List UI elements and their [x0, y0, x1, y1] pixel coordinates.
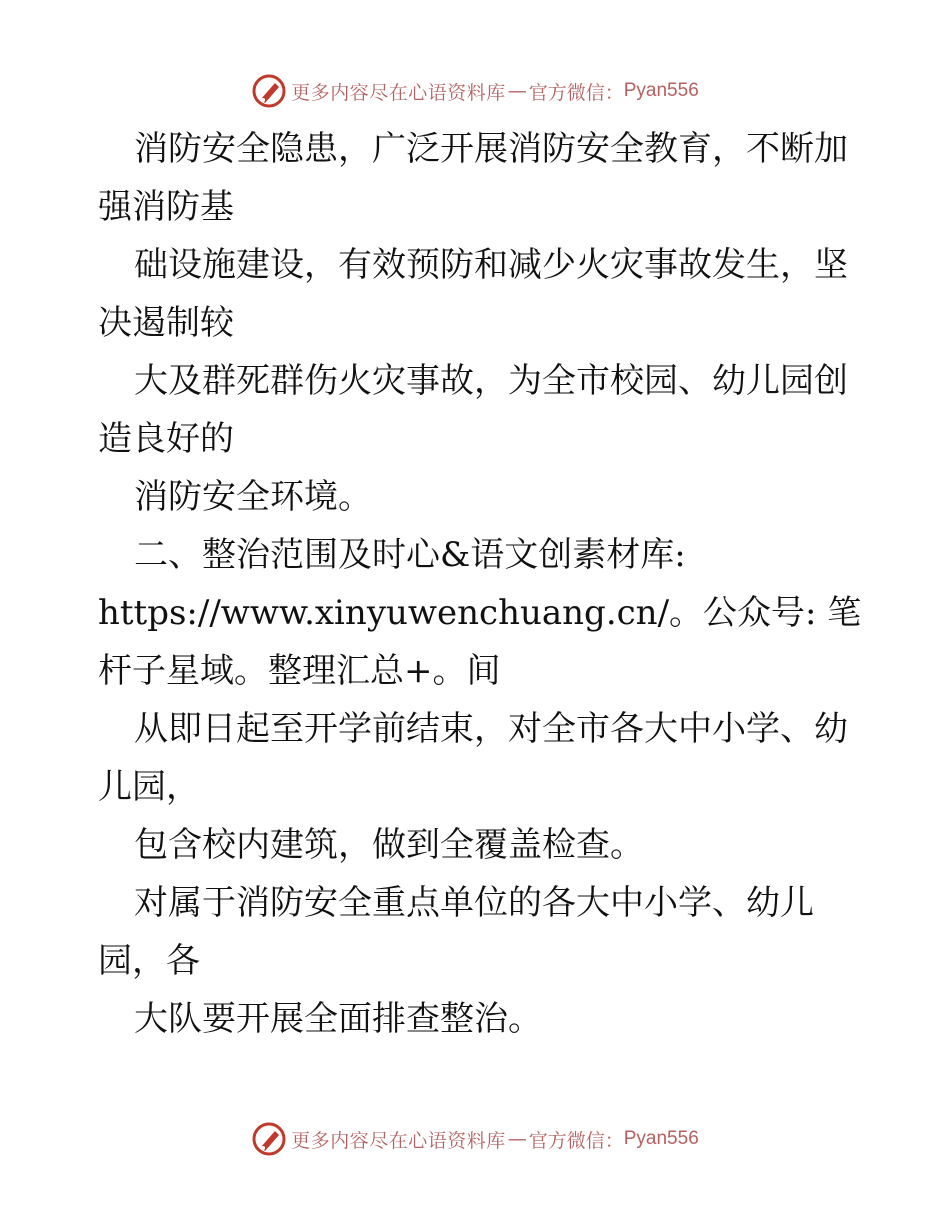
watermark-separator: —	[507, 1128, 527, 1150]
page-footer-watermark	[0, 1119, 950, 1159]
watermark-separator: —	[507, 80, 527, 102]
watermark-wechat-id: Pyan556	[623, 80, 699, 101]
paragraph: 对属于消防安全重点单位的各大中小学、幼儿园，各	[98, 883, 814, 981]
paragraph: 消防安全隐患，广泛开展消防安全教育，不断加强消防基	[98, 129, 848, 227]
watermark-wechat-id: Pyan556	[623, 1128, 699, 1149]
paragraph: 从即日起至开学前结束，对全市各大中小学、幼儿园，	[98, 709, 848, 807]
paragraph: 大队要开展全面排查整治。	[134, 999, 542, 1039]
watermark-brand: 更多内容尽在心语资料库	[291, 1129, 506, 1152]
paragraph: 消防安全环境。	[134, 477, 372, 517]
document-body	[98, 120, 868, 1048]
paragraph-section-heading: 二、整治范围及时心&语文创素材库: https://www.xinyuwenchuang.cn/。公众号: 笔杆子星域。整理汇总+。间	[98, 535, 862, 691]
pen-logo-icon	[251, 73, 287, 109]
watermark-brand: 更多内容尽在心语资料库	[291, 81, 506, 104]
watermark-wechat-label: 官方微信：	[528, 81, 624, 104]
page-header-watermark	[0, 71, 950, 111]
pen-logo-icon	[251, 1121, 287, 1157]
paragraph: 大及群死群伤火灾事故，为全市校园、幼儿园创造良好的	[98, 361, 848, 459]
watermark-wechat-label: 官方微信：	[528, 1129, 624, 1152]
paragraph: 础设施建设，有效预防和减少火灾事故发生，坚决遏制较	[98, 245, 848, 343]
paragraph: 包含校内建筑，做到全覆盖检查。	[134, 825, 644, 865]
